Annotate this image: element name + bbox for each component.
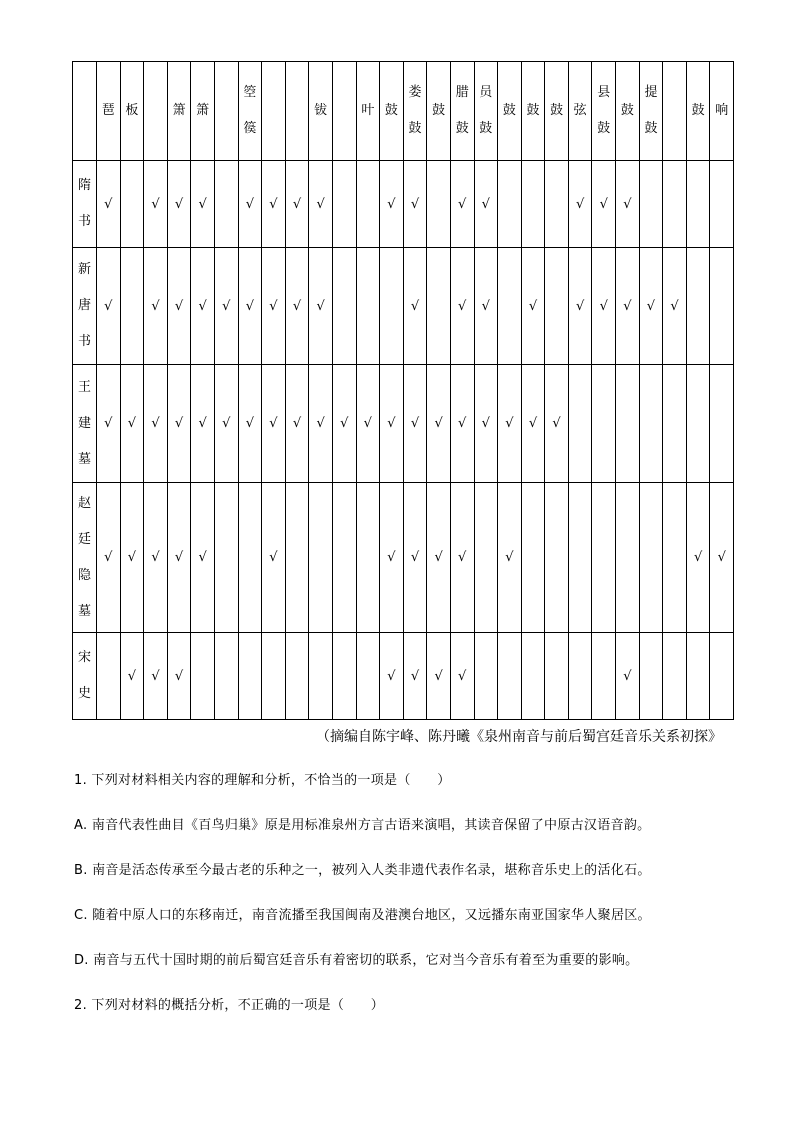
check-cell	[332, 161, 356, 248]
table-row	[73, 633, 734, 720]
column-header	[498, 62, 522, 161]
column-header	[332, 62, 356, 161]
column-header-char: 员	[479, 85, 493, 100]
table-row	[73, 161, 734, 248]
question-1: 1. 下列对材料相关内容的理解和分析，不恰当的一项是（ ）	[74, 773, 451, 788]
check-cell: √	[309, 161, 333, 248]
check-cell: √	[521, 365, 545, 483]
check-cell	[639, 365, 663, 483]
check-cell: √	[450, 161, 474, 248]
check-cell: √	[167, 161, 191, 248]
check-cell: √	[474, 248, 498, 365]
check-cell: √	[144, 161, 168, 248]
check-cell: √	[167, 365, 191, 483]
check-cell: √	[592, 161, 616, 248]
row-header-char: 墓	[77, 451, 91, 467]
check-cell: √	[191, 248, 215, 365]
check-cell: √	[238, 248, 262, 365]
column-header-char: 县	[597, 85, 611, 100]
column-header-char: 箜	[243, 85, 257, 100]
check-cell: √	[403, 161, 427, 248]
check-cell	[639, 633, 663, 720]
check-cell	[380, 248, 404, 365]
check-cell	[332, 633, 356, 720]
column-header-char: 弦	[573, 103, 587, 118]
row-header-char: 墓	[77, 603, 91, 619]
column-header-char: 娄	[408, 85, 422, 100]
column-header	[214, 62, 238, 161]
table-row	[73, 483, 734, 633]
check-cell: √	[214, 365, 238, 483]
check-cell: √	[403, 483, 427, 633]
column-header-char: 提	[644, 85, 658, 100]
check-cell	[285, 483, 309, 633]
check-cell: √	[427, 483, 451, 633]
row-header	[73, 483, 97, 633]
check-cell	[521, 483, 545, 633]
check-cell: √	[191, 161, 215, 248]
check-cell	[238, 633, 262, 720]
instrument-table	[72, 61, 734, 720]
row-header-char: 书	[77, 214, 91, 229]
check-cell: √	[262, 248, 286, 365]
table-row	[73, 365, 734, 483]
check-cell	[663, 365, 687, 483]
check-cell	[262, 633, 286, 720]
check-cell	[332, 248, 356, 365]
row-header-char: 史	[77, 686, 91, 701]
column-header	[238, 62, 262, 161]
check-cell: √	[144, 248, 168, 365]
column-header	[167, 62, 191, 161]
column-header-char: 鼓	[550, 103, 564, 118]
column-header-char: 琶	[101, 103, 115, 118]
row-header-char: 隐	[77, 567, 91, 583]
option-d: D. 南音与五代十国时期的前后蜀宫廷音乐有着密切的联系，它对当今音乐有着至为重要的影响。	[74, 953, 639, 968]
column-header	[639, 62, 663, 161]
row-header-char: 廷	[77, 531, 91, 547]
check-cell: √	[427, 365, 451, 483]
column-header	[568, 62, 592, 161]
row-header-char: 唐	[77, 298, 91, 313]
check-cell: √	[710, 483, 734, 633]
column-header-char: 腊	[455, 85, 469, 100]
check-cell: √	[238, 365, 262, 483]
check-cell: √	[474, 161, 498, 248]
check-cell	[686, 161, 710, 248]
check-cell	[686, 248, 710, 365]
column-header	[144, 62, 168, 161]
column-header-char: 鼓	[526, 103, 540, 118]
row-header	[73, 633, 97, 720]
check-cell	[639, 483, 663, 633]
check-cell: √	[167, 633, 191, 720]
check-cell	[214, 483, 238, 633]
check-cell	[498, 161, 522, 248]
option-c: C. 随着中原人口的东移南迁，南音流播至我国闽南及港澳台地区，又远播东南亚国家华人聚居区。	[74, 908, 651, 923]
column-header-char: 鼓	[455, 121, 469, 136]
check-cell: √	[97, 483, 121, 633]
column-header	[663, 62, 687, 161]
check-cell: √	[120, 365, 144, 483]
check-cell: √	[498, 365, 522, 483]
column-header	[380, 62, 404, 161]
column-header	[356, 62, 380, 161]
check-cell: √	[450, 633, 474, 720]
check-cell	[309, 633, 333, 720]
check-cell: √	[639, 248, 663, 365]
column-header-char: 鼓	[432, 103, 446, 118]
column-header	[427, 62, 451, 161]
check-cell: √	[191, 365, 215, 483]
check-cell	[545, 633, 569, 720]
check-cell: √	[285, 365, 309, 483]
check-cell	[710, 365, 734, 483]
check-cell	[356, 483, 380, 633]
check-cell: √	[450, 483, 474, 633]
check-cell	[568, 483, 592, 633]
column-header	[450, 62, 474, 161]
check-cell	[474, 483, 498, 633]
check-cell	[545, 248, 569, 365]
check-cell: √	[450, 248, 474, 365]
row-header	[73, 365, 97, 483]
row-header-char: 王	[77, 379, 91, 395]
check-cell	[568, 633, 592, 720]
header-row	[73, 62, 734, 161]
check-cell	[97, 633, 121, 720]
column-header	[686, 62, 710, 161]
check-cell: √	[332, 365, 356, 483]
check-cell	[710, 248, 734, 365]
check-cell: √	[380, 483, 404, 633]
row-header	[73, 248, 97, 365]
column-header	[403, 62, 427, 161]
check-cell	[592, 365, 616, 483]
check-cell: √	[521, 248, 545, 365]
row-header-char: 建	[77, 415, 91, 431]
column-header-char: 鼓	[384, 103, 398, 118]
column-header-char: 箫	[196, 103, 210, 118]
column-header-char: 鼓	[691, 103, 705, 118]
column-header	[710, 62, 734, 161]
question-2: 2. 下列对材料的概括分析，不正确的一项是（ ）	[74, 998, 385, 1013]
check-cell: √	[474, 365, 498, 483]
check-cell: √	[97, 161, 121, 248]
check-cell	[663, 483, 687, 633]
check-cell: √	[97, 365, 121, 483]
check-cell	[427, 248, 451, 365]
check-cell: √	[616, 248, 640, 365]
check-cell	[427, 161, 451, 248]
check-cell: √	[285, 248, 309, 365]
check-cell	[616, 365, 640, 483]
check-cell	[710, 633, 734, 720]
check-cell: √	[144, 633, 168, 720]
check-cell: √	[214, 248, 238, 365]
check-cell	[191, 633, 215, 720]
check-cell	[663, 633, 687, 720]
check-cell: √	[592, 248, 616, 365]
column-header-char: 鼓	[597, 121, 611, 136]
check-cell: √	[356, 365, 380, 483]
column-header-char: 叶	[361, 103, 375, 118]
column-header	[262, 62, 286, 161]
column-header	[521, 62, 545, 161]
check-cell: √	[120, 483, 144, 633]
option-b: B. 南音是活态传承至今最古老的乐种之一，被列入人类非遗代表作名录，堪称音乐史上的活化石。	[74, 863, 651, 878]
check-cell: √	[380, 161, 404, 248]
check-cell: √	[450, 365, 474, 483]
check-cell: √	[380, 365, 404, 483]
check-cell: √	[498, 483, 522, 633]
check-cell	[356, 633, 380, 720]
check-cell: √	[380, 633, 404, 720]
column-header	[309, 62, 333, 161]
column-header	[120, 62, 144, 161]
column-header-char: 鼓	[620, 103, 634, 118]
check-cell	[663, 161, 687, 248]
check-cell: √	[403, 248, 427, 365]
check-cell: √	[167, 483, 191, 633]
column-header-char: 鼓	[408, 121, 422, 136]
check-cell	[214, 161, 238, 248]
check-cell	[710, 161, 734, 248]
check-cell: √	[309, 248, 333, 365]
column-header	[285, 62, 309, 161]
column-header	[474, 62, 498, 161]
check-cell: √	[616, 161, 640, 248]
check-cell	[568, 365, 592, 483]
row-header-char: 赵	[77, 495, 91, 511]
check-cell: √	[403, 365, 427, 483]
row-header-char: 书	[77, 334, 91, 349]
check-cell: √	[262, 161, 286, 248]
column-header	[592, 62, 616, 161]
check-cell	[592, 483, 616, 633]
check-cell: √	[568, 248, 592, 365]
check-cell: √	[167, 248, 191, 365]
check-cell	[521, 633, 545, 720]
column-header	[73, 62, 97, 161]
row-header-char: 新	[77, 262, 91, 277]
row-header-char: 隋	[77, 178, 91, 193]
column-header-char: 鼓	[479, 121, 493, 136]
check-cell: √	[309, 365, 333, 483]
column-header-char: 箫	[172, 103, 186, 118]
check-cell	[332, 483, 356, 633]
column-header	[191, 62, 215, 161]
check-cell	[356, 248, 380, 365]
check-cell	[356, 161, 380, 248]
check-cell: √	[238, 161, 262, 248]
check-cell: √	[616, 633, 640, 720]
column-header-char: 鼓	[644, 121, 658, 136]
check-cell	[120, 248, 144, 365]
check-cell: √	[285, 161, 309, 248]
check-cell	[592, 633, 616, 720]
check-cell	[498, 633, 522, 720]
check-cell	[474, 633, 498, 720]
column-header-char: 板	[125, 103, 139, 118]
check-cell	[616, 483, 640, 633]
check-cell: √	[97, 248, 121, 365]
table-row	[73, 248, 734, 365]
check-cell	[686, 365, 710, 483]
check-cell: √	[663, 248, 687, 365]
check-cell	[120, 161, 144, 248]
column-header-char: 鼓	[502, 103, 516, 118]
source-citation: （摘编自陈宇峰、陈丹曦《泉州南音与前后蜀宫廷音乐关系初探》	[316, 729, 722, 745]
check-cell: √	[191, 483, 215, 633]
check-cell	[285, 633, 309, 720]
check-cell: √	[686, 483, 710, 633]
row-header-char: 宋	[77, 650, 91, 665]
check-cell: √	[120, 633, 144, 720]
check-cell	[521, 161, 545, 248]
check-cell: √	[427, 633, 451, 720]
check-cell: √	[545, 365, 569, 483]
check-cell	[686, 633, 710, 720]
check-cell	[309, 483, 333, 633]
column-header-char: 响	[715, 103, 729, 118]
check-cell	[639, 161, 663, 248]
column-header	[616, 62, 640, 161]
check-cell: √	[144, 365, 168, 483]
check-cell: √	[568, 161, 592, 248]
check-cell	[214, 633, 238, 720]
check-cell	[498, 248, 522, 365]
check-cell: √	[262, 483, 286, 633]
option-a: A. 南音代表性曲目《百鸟归巢》原是用标准泉州方言古语来演唱，其读音保留了中原古汉语音韵。	[74, 818, 651, 833]
check-cell	[238, 483, 262, 633]
check-cell	[545, 161, 569, 248]
check-cell	[545, 483, 569, 633]
column-header	[97, 62, 121, 161]
row-header	[73, 161, 97, 248]
column-header-char: 篌	[243, 121, 257, 136]
column-header-char: 钹	[314, 103, 328, 118]
check-cell: √	[262, 365, 286, 483]
column-header	[545, 62, 569, 161]
check-cell: √	[403, 633, 427, 720]
check-cell: √	[144, 483, 168, 633]
